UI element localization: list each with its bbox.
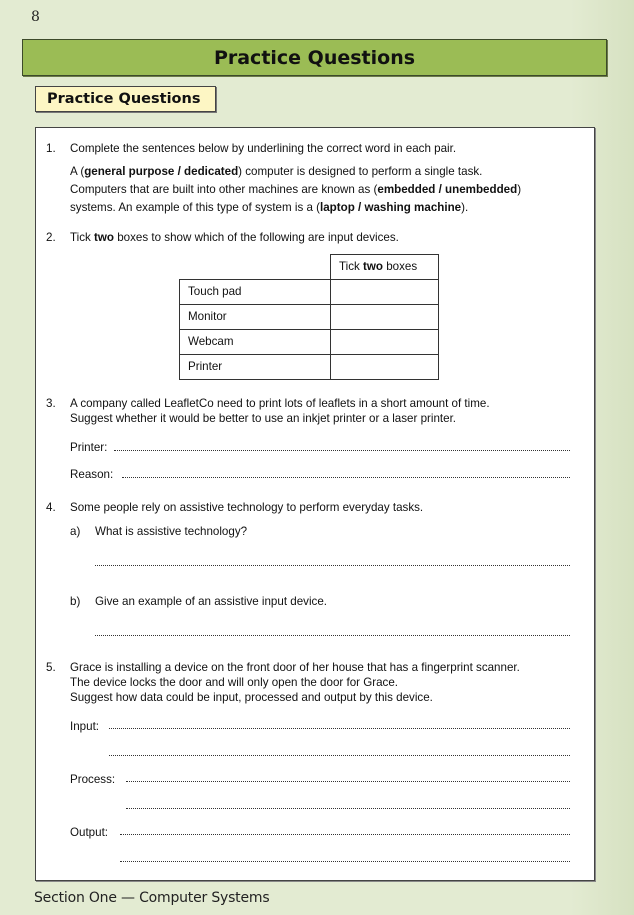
reason-label: Reason: [70, 468, 114, 481]
section-tab: Practice Questions [35, 86, 216, 112]
printer-label: Printer: [70, 441, 108, 454]
word-choice[interactable]: laptop / washing machine [320, 201, 462, 214]
option-label: Webcam [180, 330, 331, 355]
subpart-question: What is assistive technology? [95, 525, 248, 538]
question-number: 5. [46, 661, 56, 674]
subpart-question: Give an example of an assistive input device. [95, 595, 327, 608]
tick-box-table [179, 254, 439, 380]
option-label: Monitor [180, 305, 331, 330]
option-label: Touch pad [180, 280, 331, 305]
question-number: 2. [46, 231, 56, 244]
question-prompt: Some people rely on assistive technology to perform everyday tasks. [70, 501, 424, 514]
question-prompt: Complete the sentences below by underlining the correct word in each pair. [70, 142, 457, 155]
empty-cell [180, 255, 331, 280]
subpart-label: b) [70, 595, 81, 608]
sentence-text: ) [517, 183, 522, 196]
tick-box-monitor[interactable] [331, 305, 439, 330]
input-answer-line-2[interactable] [109, 754, 570, 756]
tick-box-printer[interactable] [331, 355, 439, 380]
word-choice[interactable]: general purpose / dedicated [84, 165, 239, 178]
prompt-emphasis: two [94, 231, 115, 244]
sentence-text: Computers that are built into other machines are known as ( [70, 183, 378, 196]
process-answer-line-2[interactable] [126, 807, 570, 809]
sentence-text: ) computer is designed to perform a single task. [238, 165, 483, 178]
question-line: Suggest whether it would be better to use an inkjet printer or a laser printer. [70, 412, 457, 425]
question-prompt [70, 229, 399, 247]
output-answer-line[interactable] [120, 833, 570, 835]
sentence-3 [70, 199, 468, 217]
process-label: Process: [70, 773, 116, 786]
question-number: 4. [46, 501, 56, 514]
word-choice[interactable]: embedded / unembedded [377, 183, 518, 196]
tick-column-header: Tick two boxes [331, 255, 439, 280]
table-row [180, 355, 439, 380]
question-line: Grace is installing a device on the front door of her house that has a fingerprint scanner. [70, 661, 520, 674]
subpart-label: a) [70, 525, 81, 538]
option-label: Printer [180, 355, 331, 380]
sentence-text: A ( [70, 165, 85, 178]
output-answer-line-2[interactable] [120, 860, 570, 862]
input-label: Input: [70, 720, 100, 733]
answer-line-4a[interactable] [95, 564, 570, 566]
table-header-row [180, 255, 439, 280]
tick-box-webcam[interactable] [331, 330, 439, 355]
questions-box [35, 127, 595, 881]
tick-box-touch-pad[interactable] [331, 280, 439, 305]
output-label: Output: [70, 826, 109, 839]
question-line: A company called LeafletCo need to print lots of leaflets in a short amount of time. [70, 397, 490, 410]
question-line: The device locks the door and will only open the door for Grace. [70, 676, 399, 689]
table-row [180, 305, 439, 330]
page-title-banner: Practice Questions [22, 39, 607, 76]
question-line: Suggest how data could be input, processed and output by this device. [70, 691, 433, 704]
page-number: 8 [31, 9, 40, 25]
sentence-text: ). [461, 201, 469, 214]
section-footer: Section One — Computer Systems [34, 890, 270, 906]
question-number: 3. [46, 397, 56, 410]
input-answer-line[interactable] [109, 727, 570, 729]
question-number: 1. [46, 142, 56, 155]
printer-answer-line[interactable] [114, 449, 570, 451]
prompt-text: boxes to show which of the following are input devices. [114, 231, 399, 244]
sentence-text: systems. An example of this type of system is a ( [70, 201, 321, 214]
table-row [180, 280, 439, 305]
answer-line-4b[interactable] [95, 634, 570, 636]
process-answer-line[interactable] [126, 780, 570, 782]
prompt-text: Tick [70, 231, 95, 244]
sentence-2 [70, 181, 521, 199]
reason-answer-line[interactable] [122, 476, 570, 478]
table-row [180, 330, 439, 355]
sentence-1 [70, 163, 482, 181]
